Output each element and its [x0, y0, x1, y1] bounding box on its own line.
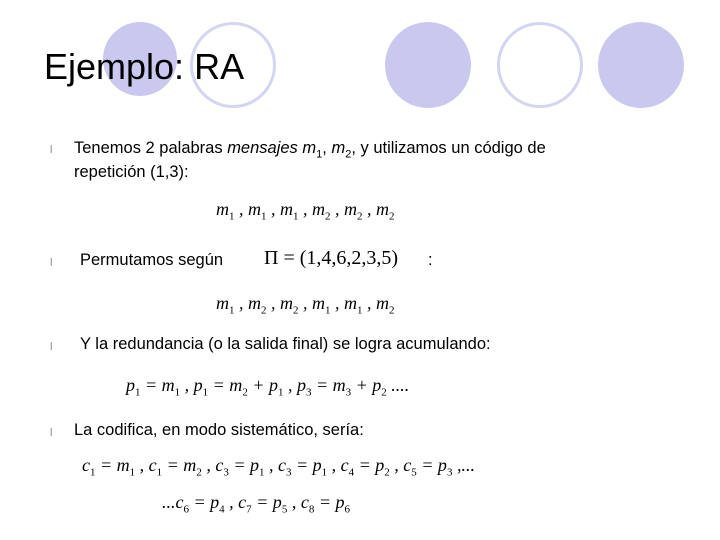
bullet-1: l — [50, 144, 53, 156]
bullet-1-em: mensajes — [227, 139, 298, 157]
bullet-1-post: $m_1$, $m_2$, y utilizamos un código de — [302, 139, 546, 161]
bullet-2-text: Permutamos según — [80, 251, 224, 269]
bullet-3: l — [50, 341, 53, 353]
bullet-1-line2: repetición (1,3): — [74, 163, 189, 181]
slide-title: Ejemplo: RA — [44, 46, 245, 87]
bullet-1-pre: Tenemos 2 palabras — [74, 139, 228, 157]
bullet-4: l — [50, 427, 53, 439]
decorative-circle-3 — [598, 22, 684, 108]
bullet-2: l — [50, 257, 53, 269]
equation-codeword-line1: $c_1 = m_1$ , $c_1 = m_2$ , $c_3 = p_1$ , $c_3 = p_1$ , $c_4 = p_2$ , $c_5 = p_3$ ,... — [82, 455, 475, 479]
permutation-formula: Π = (1,4,6,2,3,5) — [264, 247, 399, 269]
bullet-3-text: Y la redundancia (o la salida final) se logra acumulando: — [80, 335, 491, 353]
equation-permuted: $m_1$ , $m_2$ , $m_2$ , $m_1$ , $m_1$ , $m_2$ — [216, 293, 395, 317]
bullet-2-colon: : — [428, 251, 433, 269]
decorative-ring-2 — [497, 22, 583, 108]
equation-accumulation: $p_1 = m_1$ , $p_1 = m_2 + p_1$ , $p_3 = m_3 + p_2$ .... — [126, 375, 410, 399]
decorative-circle-2 — [385, 22, 471, 108]
bullet-4-text: La codifica, en modo sistemático, sería: — [74, 421, 364, 439]
equation-codeword-line2: $...c_6 = p_4$ , $c_7 = p_5$ , $c_8 = p_6$ — [162, 492, 350, 516]
equation-repetition: $m_1$ , $m_1$ , $m_1$ , $m_2$ , $m_2$ , $m_2$ — [216, 199, 395, 223]
